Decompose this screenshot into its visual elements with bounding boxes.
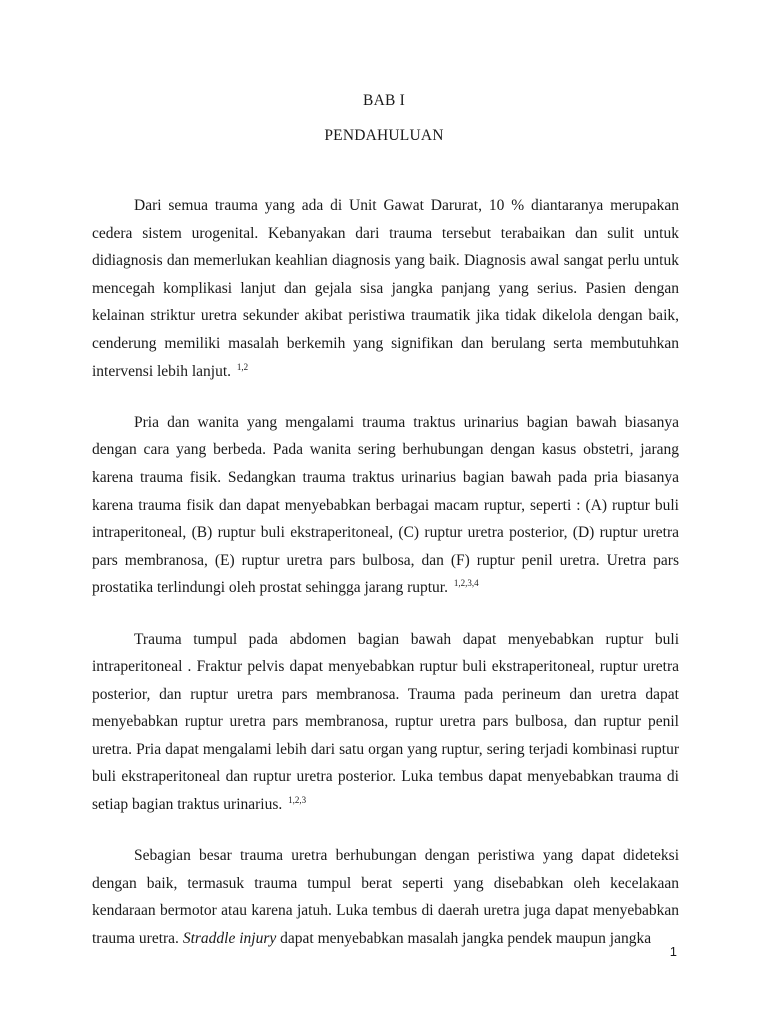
paragraph-1-citation: 1,2 — [236, 361, 249, 372]
paragraph-4 — [92, 842, 679, 952]
chapter-heading: BAB I — [363, 92, 405, 109]
paragraph-2-text: Pria dan wanita yang mengalami trauma traktus urinarius bagian bawah biasanya dengan cara yang berbeda. Pada wanita sering berhubungan dengan kasus obstetri, jarang karena trauma fisik. Sedangkan trauma traktus urinarius bagian bawah pada pria biasanya karena trauma fisik dan dapat menyebabkan berbagai macam ruptur, seperti : (A) ruptur buli intraperitoneal, (B) ruptur buli ekstraperitoneal, (C) ruptur uretra posterior, (D) ruptur uretra pars membranosa, (E) ruptur uretra pars bulbosa, dan (F) ruptur penil uretra. Uretra pars prostatika terlindungi oleh prostat sehingga jarang ruptur. — [92, 413, 679, 597]
body-text — [92, 192, 679, 953]
paragraph-3 — [92, 626, 679, 819]
paragraph-3-citation: 1,2,3 — [288, 795, 307, 806]
paragraph-4-text-end: dapat menyebabkan masalah jangka pendek maupun jangka — [276, 930, 652, 948]
paragraph-4-text-start: Sebagian besar trauma uretra berhubungan dengan peristiwa yang dapat dideteksi dengan baik, termasuk trauma tumpul berat seperti yang disebabkan oleh kecelakaan kendaraan bermotor atau karena jatuh. Luka tembus di daerah uretra juga dapat menyebabkan trauma uretra. — [92, 847, 679, 948]
paragraph-3-text: Trauma tumpul pada abdomen bagian bawah dapat menyebabkan ruptur buli intraperitoneal . Fraktur pelvis dapat menyebabkan ruptur buli ekstraperitoneal, ruptur uretra posterior, dan ruptur uretra pars membranosa. Trauma pada perineum dan uretra dapat menyebabkan ruptur uretra pars membranosa, ruptur uretra pars bulbosa, dan ruptur penil uretra. Pria dapat mengalami lebih dari satu organ yang ruptur, sering terjadi kombinasi ruptur buli ekstraperitoneal dan ruptur uretra posterior. Luka tembus dapat menyebabkan trauma di setiap bagian traktus urinarius. — [92, 630, 679, 814]
paragraph-4-italic-term: Straddle injury — [182, 930, 277, 948]
paragraph-2-citation: 1,2,3,4 — [453, 578, 479, 589]
chapter-title: PENDAHULUAN — [324, 127, 444, 144]
page-number: 1 — [669, 944, 677, 959]
paragraph-1 — [92, 192, 679, 385]
paragraph-1-text: Dari semua trauma yang ada di Unit Gawat Darurat, 10 % diantaranya merupakan cedera sistem urogenital. Kebanyakan dari trauma tersebut terabaikan dan sulit untuk didiagnosis dan memerlukan keahlian diagnosis yang baik. Diagnosis awal sangat perlu untuk mencegah komplikasi lanjut dan gejala sisa jangka panjang yang serius. Pasien dengan kelainan striktur uretra sekunder akibat peristiwa traumatik jika tidak dikelola dengan baik, cenderung memiliki masalah berkemih yang signifikan dan berulang serta membutuhkan intervensi lebih lanjut. — [92, 197, 679, 380]
paragraph-2 — [92, 409, 679, 602]
